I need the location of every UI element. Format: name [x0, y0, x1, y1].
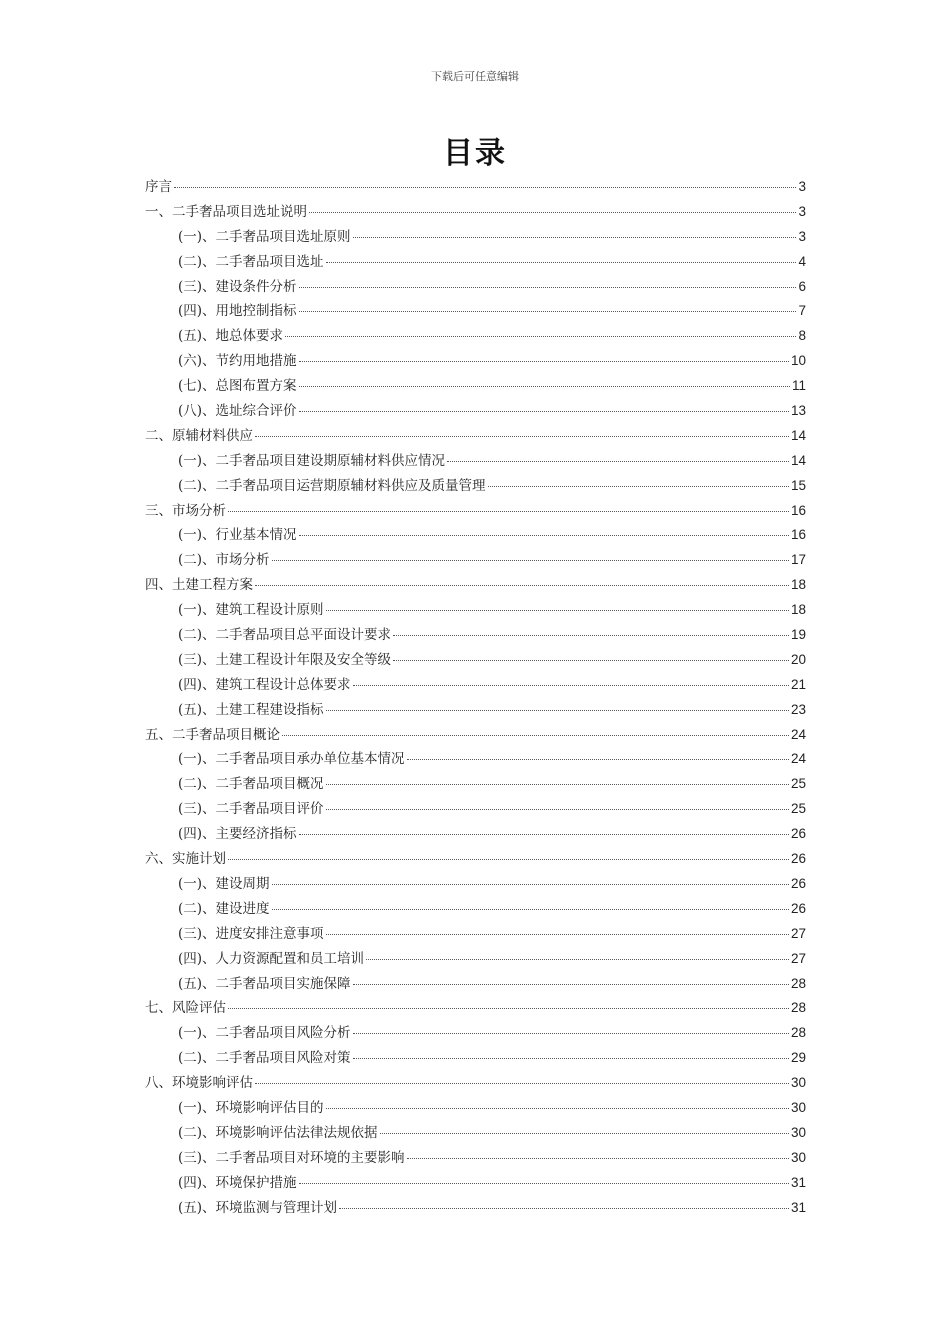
toc-entry-page: 18 — [790, 602, 806, 618]
toc-entry[interactable] — [145, 1196, 806, 1221]
toc-entry[interactable] — [145, 1146, 806, 1171]
toc-entry-label: (一)、二手奢品项目承办单位基本情况 — [178, 751, 405, 768]
toc-leader-dots — [353, 677, 789, 686]
toc-entry-label: (四)、人力资源配置和员工培训 — [178, 950, 365, 967]
toc-entry[interactable] — [145, 374, 806, 399]
toc-leader-dots — [228, 1000, 789, 1009]
toc-entry-page: 13 — [790, 403, 806, 419]
toc-entry-page: 27 — [790, 950, 806, 966]
toc-entry-label: (四)、建筑工程设计总体要求 — [178, 676, 351, 693]
toc-entry[interactable] — [145, 947, 806, 972]
toc-entry[interactable] — [145, 822, 806, 847]
toc-entry-page: 24 — [790, 751, 806, 767]
toc-leader-dots — [353, 1025, 789, 1034]
toc-leader-dots — [299, 353, 789, 362]
toc-leader-dots — [326, 1100, 789, 1109]
toc-entry-label: (三)、土建工程设计年限及安全等级 — [178, 651, 392, 668]
toc-entry-label: (二)、市场分析 — [178, 552, 270, 569]
page-title: 目录 — [443, 136, 507, 171]
toc-leader-dots — [299, 378, 790, 387]
toc-entry-page: 21 — [790, 676, 806, 692]
toc-entry-label: (二)、建设进度 — [178, 900, 270, 917]
toc-entry[interactable] — [145, 573, 806, 598]
toc-entry-page: 30 — [790, 1149, 806, 1165]
toc-entry[interactable] — [145, 200, 806, 225]
toc-entry-page: 23 — [790, 701, 806, 717]
toc-entry-label: (三)、二手奢品项目对环境的主要影响 — [178, 1149, 405, 1166]
toc-entry[interactable] — [145, 673, 806, 698]
toc-entry[interactable] — [145, 723, 806, 748]
toc-entry-page: 26 — [790, 900, 806, 916]
toc-entry-label: (五)、地总体要求 — [178, 328, 284, 345]
toc-leader-dots — [407, 1150, 789, 1159]
toc-entry-page: 28 — [790, 975, 806, 991]
toc-entry[interactable] — [145, 324, 806, 349]
toc-entry[interactable] — [145, 349, 806, 374]
toc-entry-label: (七)、总图布置方案 — [178, 378, 297, 395]
toc-leader-dots — [282, 727, 789, 736]
toc-entry-page: 3 — [798, 179, 806, 194]
toc-entry[interactable] — [145, 996, 806, 1021]
toc-entry[interactable] — [145, 449, 806, 474]
toc-entry-page: 14 — [790, 427, 806, 443]
toc-entry-page: 15 — [790, 477, 806, 493]
toc-entry[interactable] — [145, 648, 806, 673]
toc-entry-label: (五)、二手奢品项目实施保障 — [178, 975, 351, 992]
toc-leader-dots — [488, 478, 789, 487]
toc-leader-dots — [272, 901, 789, 910]
toc-entry-page: 3 — [798, 228, 806, 244]
toc-entry[interactable] — [145, 922, 806, 947]
toc-entry-label: (四)、用地控制指标 — [178, 303, 297, 320]
toc-leader-dots — [380, 1125, 789, 1134]
table-of-contents — [145, 175, 806, 1220]
toc-entry[interactable] — [145, 548, 806, 573]
toc-entry-page: 18 — [790, 577, 806, 593]
toc-leader-dots — [299, 826, 789, 835]
toc-leader-dots — [272, 876, 789, 885]
toc-entry-page: 16 — [790, 502, 806, 518]
toc-entry[interactable] — [145, 474, 806, 499]
toc-entry-page: 14 — [790, 452, 806, 468]
toc-leader-dots — [309, 204, 796, 213]
toc-leader-dots — [353, 1050, 789, 1059]
toc-entry-label: (一)、行业基本情况 — [178, 527, 297, 544]
toc-entry[interactable] — [145, 698, 806, 723]
toc-entry-page: 11 — [791, 378, 806, 394]
toc-entry[interactable] — [145, 747, 806, 772]
toc-entry-page: 16 — [790, 527, 806, 543]
toc-leader-dots — [326, 702, 789, 711]
toc-entry-page: 31 — [790, 1199, 806, 1215]
toc-entry[interactable] — [145, 623, 806, 648]
toc-entry-page: 20 — [790, 651, 806, 667]
toc-entry-label: (二)、二手奢品项目选址 — [178, 253, 324, 270]
toc-entry[interactable] — [145, 1096, 806, 1121]
toc-entry-label: 八、环境影响评估 — [145, 1075, 253, 1092]
toc-entry[interactable] — [145, 399, 806, 424]
toc-leader-dots — [407, 751, 789, 760]
toc-entry[interactable] — [145, 772, 806, 797]
toc-entry-label: (二)、二手奢品项目运营期原辅材料供应及质量管理 — [178, 477, 486, 494]
toc-leader-dots — [393, 627, 789, 636]
toc-leader-dots — [272, 552, 789, 561]
toc-entry-page: 4 — [798, 253, 806, 269]
header-note: 下载后可任意编辑 — [431, 70, 519, 83]
toc-entry-page: 26 — [790, 875, 806, 891]
toc-entry-page: 6 — [798, 278, 806, 294]
toc-entry-label: (四)、环境保护措施 — [178, 1174, 297, 1191]
toc-entry-page: 28 — [790, 1025, 806, 1041]
toc-entry-page: 19 — [790, 627, 806, 643]
toc-entry-page: 25 — [790, 776, 806, 792]
toc-entry-page: 28 — [790, 1000, 806, 1016]
toc-entry-page: 27 — [790, 925, 806, 941]
toc-leader-dots — [255, 428, 789, 437]
toc-entry-label: (三)、进度安排注意事项 — [178, 925, 324, 942]
toc-entry[interactable] — [145, 1171, 806, 1196]
toc-entry[interactable] — [145, 1021, 806, 1046]
toc-entry[interactable] — [145, 1121, 806, 1146]
toc-entry[interactable] — [145, 847, 806, 872]
toc-leader-dots — [326, 926, 789, 935]
toc-entry[interactable] — [145, 972, 806, 997]
toc-entry[interactable] — [145, 250, 806, 275]
toc-entry-page: 8 — [798, 328, 806, 344]
toc-leader-dots — [299, 279, 797, 288]
toc-leader-dots — [339, 1200, 789, 1209]
toc-entry-page: 24 — [790, 726, 806, 742]
toc-entry-page: 17 — [790, 552, 806, 568]
toc-entry-label: 二、原辅材料供应 — [145, 427, 253, 444]
toc-entry-label: (二)、二手奢品项目概况 — [178, 776, 324, 793]
toc-entry-label: (四)、主要经济指标 — [178, 826, 297, 843]
toc-entry-page: 30 — [790, 1075, 806, 1091]
toc-leader-dots — [299, 303, 797, 312]
toc-entry-page: 30 — [790, 1099, 806, 1115]
toc-entry[interactable] — [145, 523, 806, 548]
toc-leader-dots — [255, 577, 789, 586]
toc-entry-label: (一)、建筑工程设计原则 — [178, 602, 324, 619]
toc-entry[interactable] — [145, 897, 806, 922]
toc-entry[interactable] — [145, 598, 806, 623]
toc-entry[interactable] — [145, 1071, 806, 1096]
toc-leader-dots — [326, 254, 797, 263]
toc-entry-label: 五、二手奢品项目概论 — [145, 726, 280, 743]
toc-entry[interactable] — [145, 1046, 806, 1071]
toc-entry-label: (一)、二手奢品项目选址原则 — [178, 228, 351, 245]
toc-entry-label: (八)、选址综合评价 — [178, 403, 297, 420]
toc-entry[interactable] — [145, 499, 806, 524]
toc-entry-label: (一)、环境影响评估目的 — [178, 1099, 324, 1116]
toc-entry-label: (六)、节约用地措施 — [178, 353, 297, 370]
toc-entry-label: 四、土建工程方案 — [145, 577, 253, 594]
toc-leader-dots — [326, 776, 789, 785]
toc-entry-page: 30 — [790, 1124, 806, 1140]
toc-entry-page: 3 — [798, 203, 806, 219]
toc-entry-label: (五)、土建工程建设指标 — [178, 701, 324, 718]
toc-entry-label: 序言 — [145, 179, 172, 195]
toc-entry-label: (一)、二手奢品项目风险分析 — [178, 1025, 351, 1042]
toc-leader-dots — [174, 179, 796, 188]
toc-leader-dots — [299, 527, 789, 536]
toc-entry[interactable] — [145, 872, 806, 897]
toc-entry-page: 31 — [790, 1174, 806, 1190]
toc-entry-page: 26 — [790, 851, 806, 867]
toc-entry[interactable] — [145, 299, 806, 324]
toc-leader-dots — [228, 851, 789, 860]
toc-leader-dots — [299, 1175, 789, 1184]
toc-entry-label: (二)、环境影响评估法律法规依据 — [178, 1124, 378, 1141]
toc-entry-label: 六、实施计划 — [145, 851, 226, 868]
toc-leader-dots — [255, 1075, 789, 1084]
toc-entry-label: (三)、二手奢品项目评价 — [178, 801, 324, 818]
toc-entry-page: 10 — [790, 353, 806, 369]
toc-entry-label: (二)、二手奢品项目总平面设计要求 — [178, 627, 392, 644]
toc-entry-label: (一)、建设周期 — [178, 875, 270, 892]
toc-leader-dots — [447, 453, 789, 462]
toc-entry-label: 一、二手奢品项目选址说明 — [145, 203, 307, 220]
toc-leader-dots — [393, 652, 789, 661]
toc-entry-label: (二)、二手奢品项目风险对策 — [178, 1050, 351, 1067]
toc-entry-page: 7 — [798, 303, 806, 319]
toc-leader-dots — [285, 328, 796, 337]
toc-leader-dots — [299, 403, 789, 412]
toc-entry[interactable] — [145, 275, 806, 300]
toc-entry[interactable] — [145, 225, 806, 250]
toc-entry-label: 七、风险评估 — [145, 1000, 226, 1017]
toc-entry[interactable] — [145, 424, 806, 449]
toc-leader-dots — [353, 976, 789, 985]
toc-entry-page: 25 — [790, 801, 806, 817]
toc-leader-dots — [326, 602, 789, 611]
toc-leader-dots — [228, 503, 789, 512]
toc-entry-label: 三、市场分析 — [145, 502, 226, 519]
toc-leader-dots — [353, 229, 797, 238]
toc-leader-dots — [366, 951, 789, 960]
toc-entry-label: (三)、建设条件分析 — [178, 278, 297, 295]
toc-entry-page: 29 — [790, 1050, 806, 1066]
toc-entry-page: 26 — [790, 826, 806, 842]
toc-entry[interactable] — [145, 797, 806, 822]
toc-entry-label: (五)、环境监测与管理计划 — [178, 1199, 338, 1216]
toc-leader-dots — [326, 801, 789, 810]
toc-entry-label: (一)、二手奢品项目建设期原辅材料供应情况 — [178, 452, 446, 469]
toc-entry[interactable] — [145, 175, 806, 200]
